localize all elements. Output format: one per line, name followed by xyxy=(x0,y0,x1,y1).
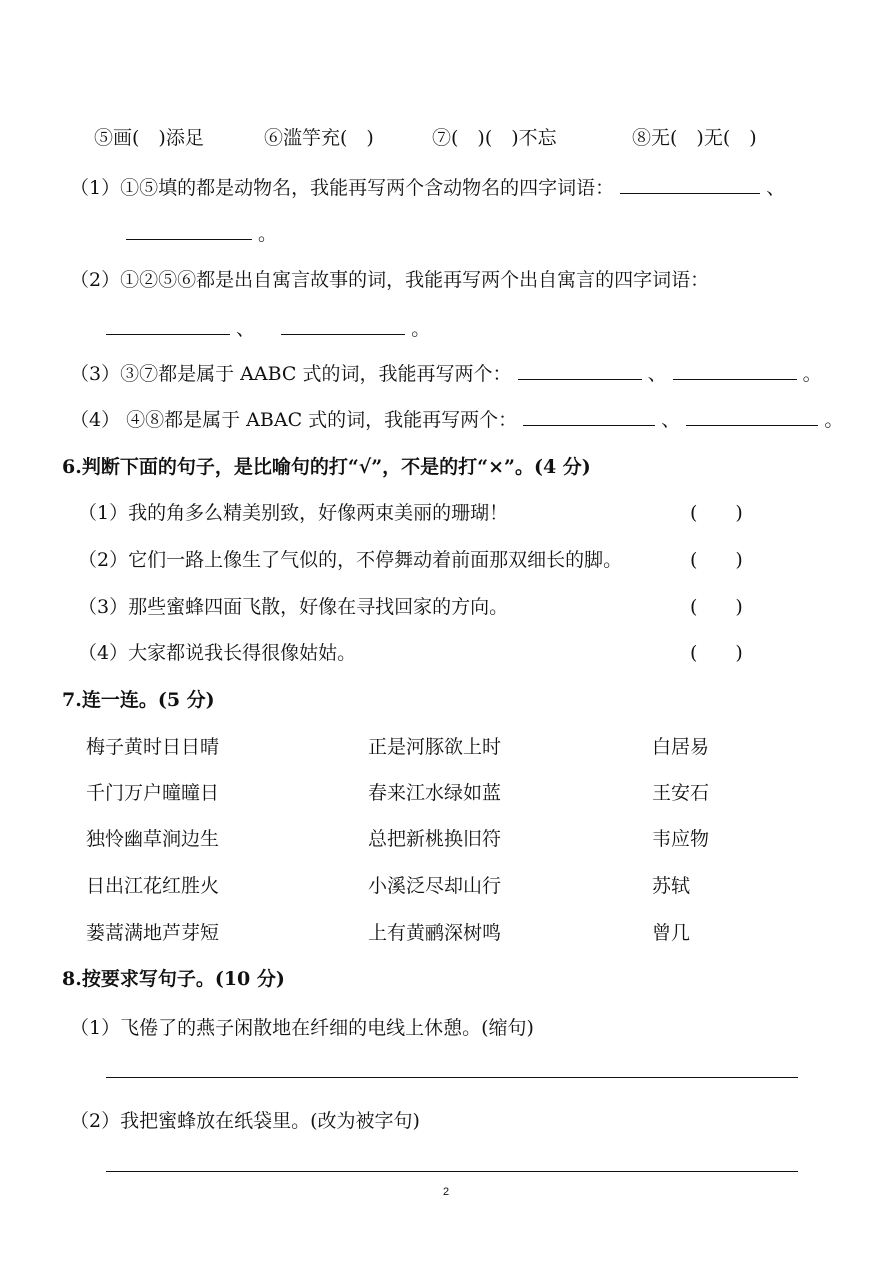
q5-sub3-end: 。 xyxy=(802,363,822,385)
page-number: 2 xyxy=(443,1186,450,1198)
q5-sub2-prompt: （2）①②⑤⑥都是出自寓言故事的词，我能再写两个出自寓言的四字词语： xyxy=(70,269,710,291)
q5-sub4-blank-1[interactable] xyxy=(523,405,655,426)
q5-sub3-prompt xyxy=(70,359,822,386)
q7-title: 7.连一连。(5 分) xyxy=(62,689,215,711)
q6-answer-paren-3[interactable]: ( ) xyxy=(690,596,743,618)
q7-col2-item-5: 上有黄鹂深树鸣 xyxy=(368,922,502,944)
q8-item-1: （1）飞倦了的燕子闲散地在纤细的电线上休憩。(缩句) xyxy=(70,1017,534,1039)
q6-title: 6.判断下面的句子，是比喻句的打“√”，不是的打“×”。(4 分) xyxy=(62,456,591,478)
q7-col3-item-1: 白居易 xyxy=(652,736,710,758)
q6-item-3: （3）那些蜜蜂四面飞散，好像在寻找回家的方向。 xyxy=(78,596,509,618)
q5-sub2-sep: 、 xyxy=(236,318,256,340)
q7-col2-item-3: 总把新桃换旧符 xyxy=(368,828,502,850)
q6-item-4: （4）大家都说我长得很像姑姑。 xyxy=(78,642,357,664)
q7-col1-item-4: 日出江花红胜火 xyxy=(86,875,220,897)
q7-col1-item-1: 梅子黄时日日晴 xyxy=(86,736,220,758)
q5-sub4-sep: 、 xyxy=(661,409,681,431)
q7-col1-item-5: 蒌蒿满地芦芽短 xyxy=(86,922,220,944)
q6-answer-paren-2[interactable]: ( ) xyxy=(690,549,743,571)
q5-sub1-text: （1）①⑤填的都是动物名，我能再写两个含动物名的四字词语： xyxy=(70,177,615,199)
q5-sub2-end: 。 xyxy=(411,318,431,340)
q7-col2-item-4: 小溪泛尽却山行 xyxy=(368,875,502,897)
q8-title: 8.按要求写句子。(10 分) xyxy=(62,968,285,990)
q5-sub4-end: 。 xyxy=(824,409,844,431)
q5-sub4-text: （4） ④⑧都是属于 ABAC 式的词，我能再写两个： xyxy=(70,409,518,431)
q5-sub1-sep: 、 xyxy=(766,177,786,199)
q5-sub1-end: 。 xyxy=(258,223,278,245)
q5-sub1-blank-1[interactable] xyxy=(620,173,760,194)
q5-sub1-blank-2[interactable] xyxy=(126,219,252,240)
q8-answer-line-1[interactable] xyxy=(106,1077,798,1078)
q5-sub1-prompt xyxy=(70,173,785,200)
q6-answer-paren-1[interactable]: ( ) xyxy=(690,502,743,524)
q5-sub2-blank-1[interactable] xyxy=(106,314,230,335)
q8-item-2: （2）我把蜜蜂放在纸袋里。(改为被字句) xyxy=(70,1110,420,1132)
idiom-6: ⑥滥竽充( ) xyxy=(264,127,374,149)
q7-col3-item-4: 苏轼 xyxy=(652,875,691,897)
q5-sub3-blank-1[interactable] xyxy=(518,359,642,380)
q5-sub4-blank-2[interactable] xyxy=(686,405,818,426)
q7-col3-item-5: 曾几 xyxy=(652,922,691,944)
q6-item-2: （2）它们一路上像生了气似的，不停舞动着前面那双细长的脚。 xyxy=(78,549,623,571)
idiom-8: ⑧无( )无( ) xyxy=(632,127,757,149)
q7-col1-item-2: 千门万户曈曈日 xyxy=(86,782,220,804)
q7-col1-item-3: 独怜幽草涧边生 xyxy=(86,828,220,850)
q5-sub3-text: （3）③⑦都是属于 AABC 式的词，我能再写两个： xyxy=(70,363,512,385)
q5-sub4-prompt xyxy=(70,405,843,432)
q5-sub1-line2 xyxy=(126,219,277,246)
q7-col2-item-2: 春来江水绿如蓝 xyxy=(368,782,502,804)
q5-sub2-blank-2[interactable] xyxy=(281,314,405,335)
q8-answer-line-2[interactable] xyxy=(106,1171,798,1172)
idiom-7: ⑦( )( )不忘 xyxy=(432,127,557,149)
q5-sub2-line2 xyxy=(106,314,430,341)
q7-col2-item-1: 正是河豚欲上时 xyxy=(368,736,502,758)
q6-answer-paren-4[interactable]: ( ) xyxy=(690,642,743,664)
q7-col3-item-3: 韦应物 xyxy=(652,828,710,850)
idiom-5: ⑤画( )添足 xyxy=(94,127,204,149)
q7-col3-item-2: 王安石 xyxy=(652,782,710,804)
q6-item-1: （1）我的角多么精美别致，好像两束美丽的珊瑚！ xyxy=(78,502,509,524)
q5-sub3-sep: 、 xyxy=(647,363,667,385)
q5-sub3-blank-2[interactable] xyxy=(673,359,797,380)
